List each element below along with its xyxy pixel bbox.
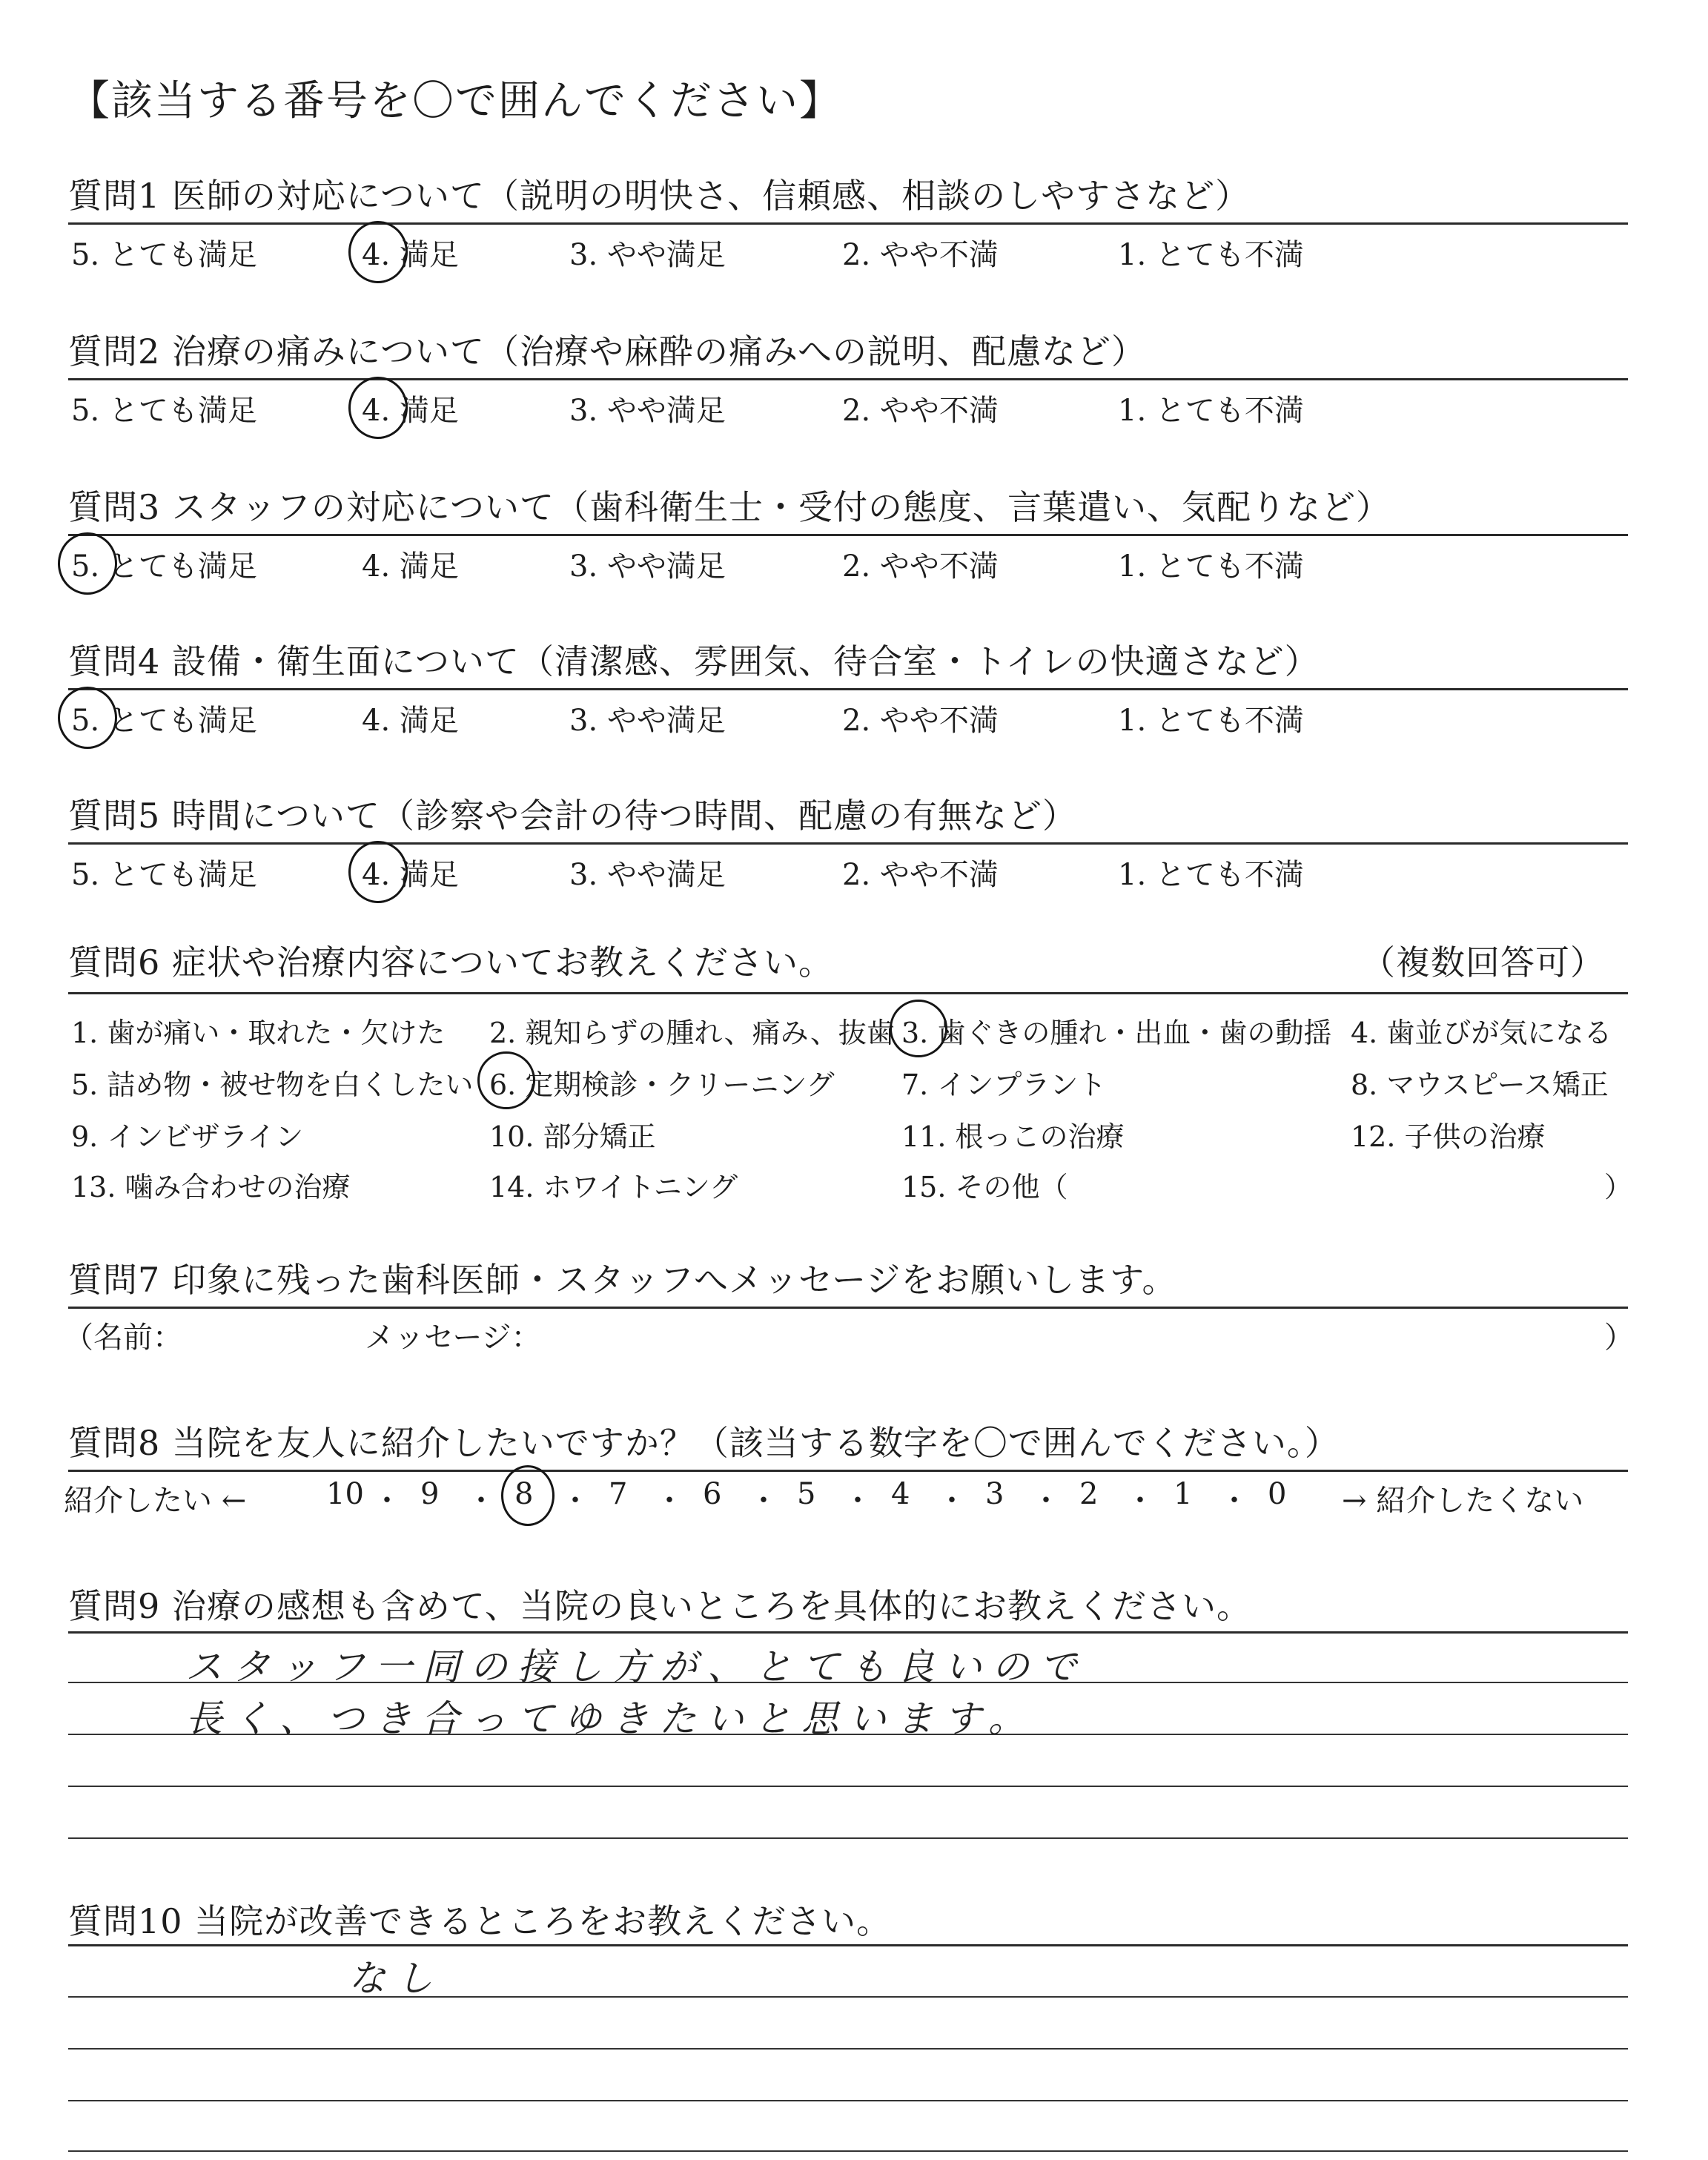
q8-scale-value[interactable]: 7	[609, 1477, 628, 1511]
q3-option[interactable]: 2. やや不満	[842, 549, 999, 584]
q6-option[interactable]: 6. 定期検診・クリーニング	[489, 1069, 835, 1101]
q4-option[interactable]: 3. やや満足	[569, 704, 726, 738]
q8-separator: ・	[1031, 1484, 1061, 1518]
q8-scale-value[interactable]: 4	[891, 1477, 910, 1511]
q8-scale-value[interactable]: 6	[703, 1477, 722, 1511]
question-7-title: 質問7 印象に残った歯科医師・スタッフへメッセージをお願いします。	[68, 1260, 1177, 1300]
q6-option[interactable]: 9. インビザライン	[71, 1120, 304, 1153]
q6-option[interactable]: 10. 部分矯正	[489, 1120, 656, 1153]
q1-option[interactable]: 4. 満足	[362, 238, 459, 272]
q1-option[interactable]: 3. やや満足	[569, 238, 726, 272]
q10-answer-line	[68, 2048, 1628, 2050]
q6-option[interactable]: 11. 根っこの治療	[901, 1120, 1125, 1153]
question-2-title: 質問2 治療の痛みについて（治療や麻酔の痛みへの説明、配慮など）	[68, 331, 1147, 371]
q1-option[interactable]: 5. とても満足	[71, 238, 257, 272]
q6-option[interactable]: 1. 歯が痛い・取れた・欠けた	[71, 1017, 446, 1049]
question-2-rule	[68, 378, 1628, 380]
q8-separator: ・	[843, 1484, 873, 1518]
question-3-title: 質問3 スタッフの対応について（歯科衛生士・受付の態度、言葉遣い、気配りなど）	[68, 487, 1391, 527]
q6-option[interactable]: 13. 噛み合わせの治療	[71, 1171, 351, 1203]
question-8-rule	[68, 1470, 1628, 1472]
q5-option[interactable]: 2. やや不満	[842, 858, 999, 892]
q2-option[interactable]: 4. 満足	[362, 394, 459, 428]
q4-option[interactable]: 4. 満足	[362, 704, 459, 738]
question-9-rule	[68, 1631, 1628, 1634]
q6-option[interactable]: 12. 子供の治療	[1351, 1120, 1546, 1153]
q5-option[interactable]: 4. 満足	[362, 858, 459, 892]
q8-separator: ・	[1219, 1484, 1249, 1518]
question-5-rule	[68, 842, 1628, 845]
q8-separator: ・	[466, 1484, 496, 1518]
q7-message-label: メッセージ：	[365, 1321, 541, 1355]
q5-option[interactable]: 3. やや満足	[569, 858, 726, 892]
q8-separator: ・	[1125, 1484, 1155, 1518]
q6-option[interactable]: 4. 歯並びが気になる	[1351, 1017, 1612, 1049]
q8-separator: ・	[372, 1484, 402, 1518]
q1-option[interactable]: 2. やや不満	[842, 238, 999, 272]
q6-option[interactable]: 14. ホワイトニング	[489, 1171, 738, 1203]
q3-option[interactable]: 1. とても不満	[1118, 549, 1304, 584]
q9-answer-line	[68, 1837, 1628, 1839]
q6-option[interactable]: 2. 親知らずの腫れ、痛み、抜歯	[489, 1017, 895, 1049]
q6-option[interactable]: 7. インプラント	[901, 1069, 1107, 1101]
q8-separator: ・	[937, 1484, 967, 1518]
q6-option[interactable]: 5. 詰め物・被せ物を白くしたい	[71, 1069, 474, 1101]
q4-option[interactable]: 2. やや不満	[842, 704, 999, 738]
question-1-title: 質問1 医師の対応について（説明の明快さ、信頼感、相談のしやすさなど）	[68, 176, 1251, 216]
q9-handwritten-answer-1: スタッフ一同の接し方が、とても良いので	[185, 1645, 1087, 1688]
q8-scale-value[interactable]: 5	[797, 1477, 816, 1511]
question-4-rule	[68, 688, 1628, 690]
q2-option[interactable]: 3. やや満足	[569, 394, 726, 428]
q10-handwritten-answer: なし	[348, 1957, 443, 2000]
q7-name-label: （名前：	[64, 1321, 182, 1355]
question-7-rule	[68, 1307, 1628, 1309]
q1-option[interactable]: 1. とても不満	[1118, 238, 1304, 272]
q8-separator: ・	[749, 1484, 778, 1518]
q9-handwritten-answer-2: 長く、つき合ってゆきたいと思います。	[185, 1697, 1036, 1740]
q10-answer-line	[68, 1996, 1628, 1998]
q8-scale-value[interactable]: 0	[1268, 1477, 1287, 1511]
question-8-title: 質問8 当院を友人に紹介したいですか？（該当する数字を〇で囲んでください。）	[68, 1423, 1340, 1463]
q6-option[interactable]: 15. その他（	[901, 1171, 1068, 1203]
question-6-note: （複数回答可）	[1361, 942, 1605, 982]
question-6-rule	[68, 992, 1628, 994]
q6-other-close: ）	[1604, 1171, 1633, 1203]
q10-answer-line	[68, 2100, 1628, 2101]
q5-option[interactable]: 5. とても満足	[71, 858, 257, 892]
question-1-rule	[68, 222, 1628, 225]
q2-option[interactable]: 1. とても不満	[1118, 394, 1304, 428]
q8-separator: ・	[655, 1484, 684, 1518]
question-5-title: 質問5 時間について（診察や会計の待つ時間、配慮の有無など）	[68, 796, 1077, 836]
q4-option[interactable]: 1. とても不満	[1118, 704, 1304, 738]
instruction-heading: 【該当する番号を〇で囲んでください】	[68, 77, 842, 125]
q8-scale-value[interactable]: 8	[514, 1477, 534, 1511]
question-10-title: 質問10 当院が改善できるところをお教えください。	[68, 1901, 892, 1941]
q4-option[interactable]: 5. とても満足	[71, 704, 257, 738]
q3-option[interactable]: 3. やや満足	[569, 549, 726, 584]
q5-option[interactable]: 1. とても不満	[1118, 858, 1304, 892]
q8-right-label: → 紹介したくない	[1342, 1484, 1584, 1518]
q6-option[interactable]: 8. マウスピース矯正	[1351, 1069, 1609, 1101]
q3-option[interactable]: 4. 満足	[362, 549, 459, 584]
question-4-title: 質問4 設備・衛生面について（清潔感、雰囲気、待合室・トイレの快適さなど）	[68, 641, 1320, 681]
q2-option[interactable]: 5. とても満足	[71, 394, 257, 428]
q9-answer-line	[68, 1786, 1628, 1787]
q6-option[interactable]: 3. 歯ぐきの腫れ・出血・歯の動揺	[901, 1017, 1332, 1049]
q8-scale-value[interactable]: 2	[1079, 1477, 1099, 1511]
question-3-rule	[68, 534, 1628, 536]
question-10-rule	[68, 1944, 1628, 1946]
q8-left-label: 紹介したい ←	[64, 1484, 247, 1518]
q8-scale-value[interactable]: 3	[985, 1477, 1004, 1511]
q3-option[interactable]: 5. とても満足	[71, 549, 257, 584]
q8-scale-value[interactable]: 9	[420, 1477, 440, 1511]
q7-close: ）	[1604, 1321, 1634, 1355]
question-6-title: 質問6 症状や治療内容についてお教えください。	[68, 942, 833, 982]
q8-separator: ・	[560, 1484, 590, 1518]
q10-answer-line	[68, 2150, 1628, 2152]
q8-scale-value[interactable]: 1	[1174, 1477, 1193, 1511]
q2-option[interactable]: 2. やや不満	[842, 394, 999, 428]
question-9-title: 質問9 治療の感想も含めて、当院の良いところを具体的にお教えください。	[68, 1586, 1251, 1626]
q8-scale-value[interactable]: 10	[326, 1477, 364, 1511]
